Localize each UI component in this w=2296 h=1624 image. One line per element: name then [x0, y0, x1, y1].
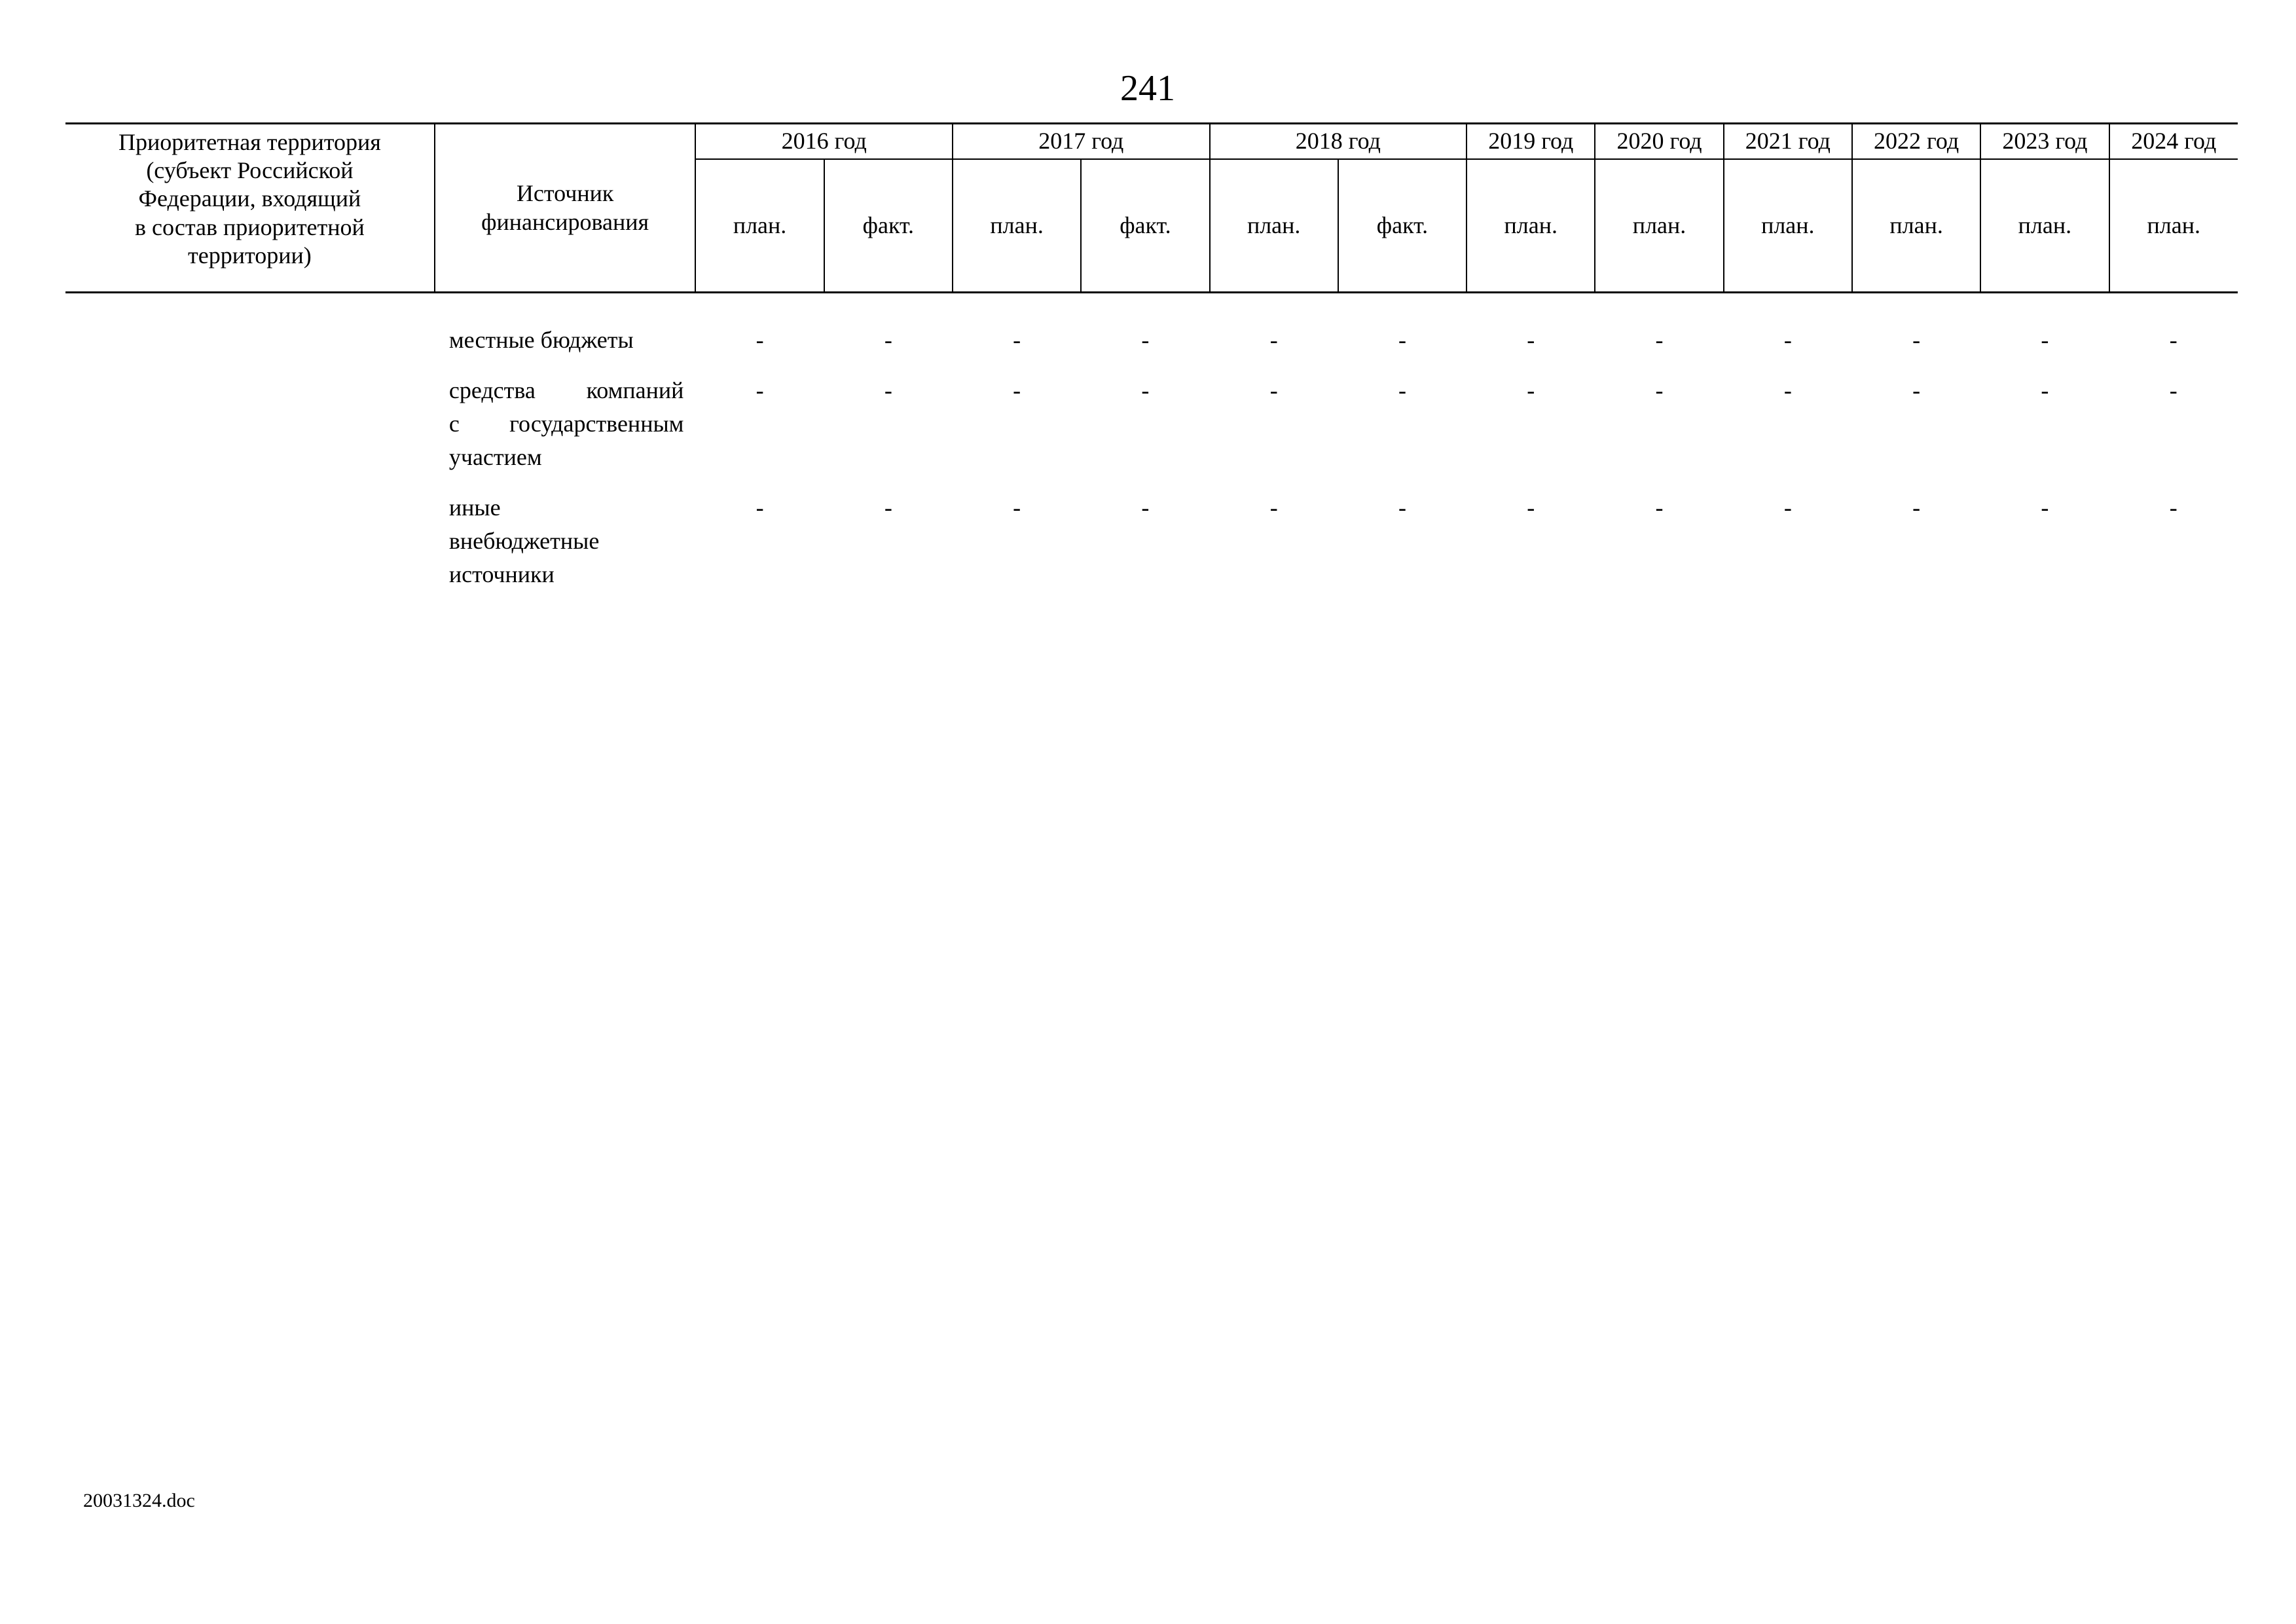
source-line: иные: [448, 494, 501, 521]
subheader-cell: факт.: [1081, 159, 1209, 293]
subheader-cell: план.: [953, 159, 1081, 293]
source-cell: [435, 323, 696, 374]
source-line: местные бюджеты: [448, 327, 634, 353]
value-cell: -: [1527, 327, 1535, 353]
value-cell: -: [1398, 377, 1406, 403]
value-cell: -: [1527, 494, 1535, 521]
value-cell: -: [2041, 327, 2049, 353]
header-territory-line: Федерации, входящий: [138, 185, 361, 212]
page-number: 241: [1120, 68, 1175, 109]
value-cell: -: [1141, 327, 1150, 353]
subheader-cell: факт.: [1338, 159, 1467, 293]
source-cell: [435, 491, 696, 608]
header-year-2022: 2022 год: [1852, 124, 1980, 160]
source-line: с государственным: [448, 411, 684, 437]
value-cell: -: [1269, 377, 1278, 403]
value-cell: -: [1269, 327, 1278, 353]
value-cell: -: [2041, 494, 2049, 521]
table-row: [65, 491, 2238, 608]
value-cell: -: [1655, 494, 1664, 521]
value-cell: -: [1141, 494, 1150, 521]
table-header: [65, 124, 2238, 293]
header-territory-line: в состав приоритетной: [135, 213, 365, 240]
value-cell: -: [1398, 327, 1406, 353]
source-line: источники: [448, 561, 555, 587]
document-code: 20031324.doc: [83, 1490, 195, 1511]
header-source-line: Источник: [516, 180, 614, 207]
subheader-cell: план.: [1210, 159, 1338, 293]
source-line: участием: [448, 444, 542, 470]
value-cell: -: [1655, 377, 1664, 403]
value-cell: -: [1527, 377, 1535, 403]
value-cell: -: [1141, 377, 1150, 403]
table-row: [65, 374, 2238, 491]
value-cell: -: [884, 494, 892, 521]
value-cell: -: [1783, 327, 1792, 353]
value-cell: -: [1269, 494, 1278, 521]
subheader-cell: план.: [695, 159, 824, 293]
value-cell: -: [1912, 327, 1921, 353]
subheader-cell: план.: [1980, 159, 2109, 293]
value-cell: -: [756, 327, 764, 353]
subheader-cell: план.: [1595, 159, 1723, 293]
table-row: [65, 323, 2238, 374]
subheader-cell: план.: [2109, 159, 2238, 293]
value-cell: -: [884, 377, 892, 403]
subheader-cell: факт.: [824, 159, 953, 293]
territory-cell: [65, 491, 435, 608]
header-source-line: финансирования: [481, 208, 649, 235]
territory-cell: [65, 374, 435, 491]
header-year-2020: 2020 год: [1595, 124, 1723, 160]
subheader-cell: план.: [1467, 159, 1595, 293]
value-cell: -: [756, 494, 764, 521]
value-cell: -: [756, 377, 764, 403]
value-cell: -: [2169, 494, 2178, 521]
subheader-cell: план.: [1724, 159, 1852, 293]
territory-cell: [65, 323, 435, 374]
header-year-2017: 2017 год: [953, 124, 1210, 160]
value-cell: -: [2169, 377, 2178, 403]
value-cell: -: [1783, 494, 1792, 521]
source-cell: [435, 374, 696, 491]
source-line: внебюджетные: [448, 528, 600, 554]
header-year-2016: 2016 год: [695, 124, 953, 160]
header-territory: [65, 124, 435, 293]
value-cell: -: [2041, 377, 2049, 403]
row-spacer: [65, 293, 2238, 324]
header-year-2024: 2024 год: [2109, 124, 2238, 160]
header-territory-line: территории): [188, 242, 312, 268]
value-cell: -: [1013, 494, 1021, 521]
value-cell: -: [1013, 327, 1021, 353]
header-year-2019: 2019 год: [1467, 124, 1595, 160]
value-cell: -: [1013, 377, 1021, 403]
table-body: [65, 293, 2238, 609]
header-source: [435, 124, 696, 293]
value-cell: -: [1655, 327, 1664, 353]
header-year-2021: 2021 год: [1724, 124, 1852, 160]
value-cell: -: [1912, 377, 1921, 403]
header-territory-line: (субъект Российской: [146, 157, 354, 184]
header-year-2023: 2023 год: [1980, 124, 2109, 160]
value-cell: -: [2169, 327, 2178, 353]
value-cell: -: [884, 327, 892, 353]
financing-table: [65, 122, 2238, 608]
header-territory-line: Приоритетная территория: [118, 129, 381, 155]
source-line: средства компаний: [448, 377, 684, 403]
value-cell: -: [1783, 377, 1792, 403]
value-cell: -: [1398, 494, 1406, 521]
value-cell: -: [1912, 494, 1921, 521]
subheader-cell: план.: [1852, 159, 1980, 293]
header-year-2018: 2018 год: [1210, 124, 1467, 160]
